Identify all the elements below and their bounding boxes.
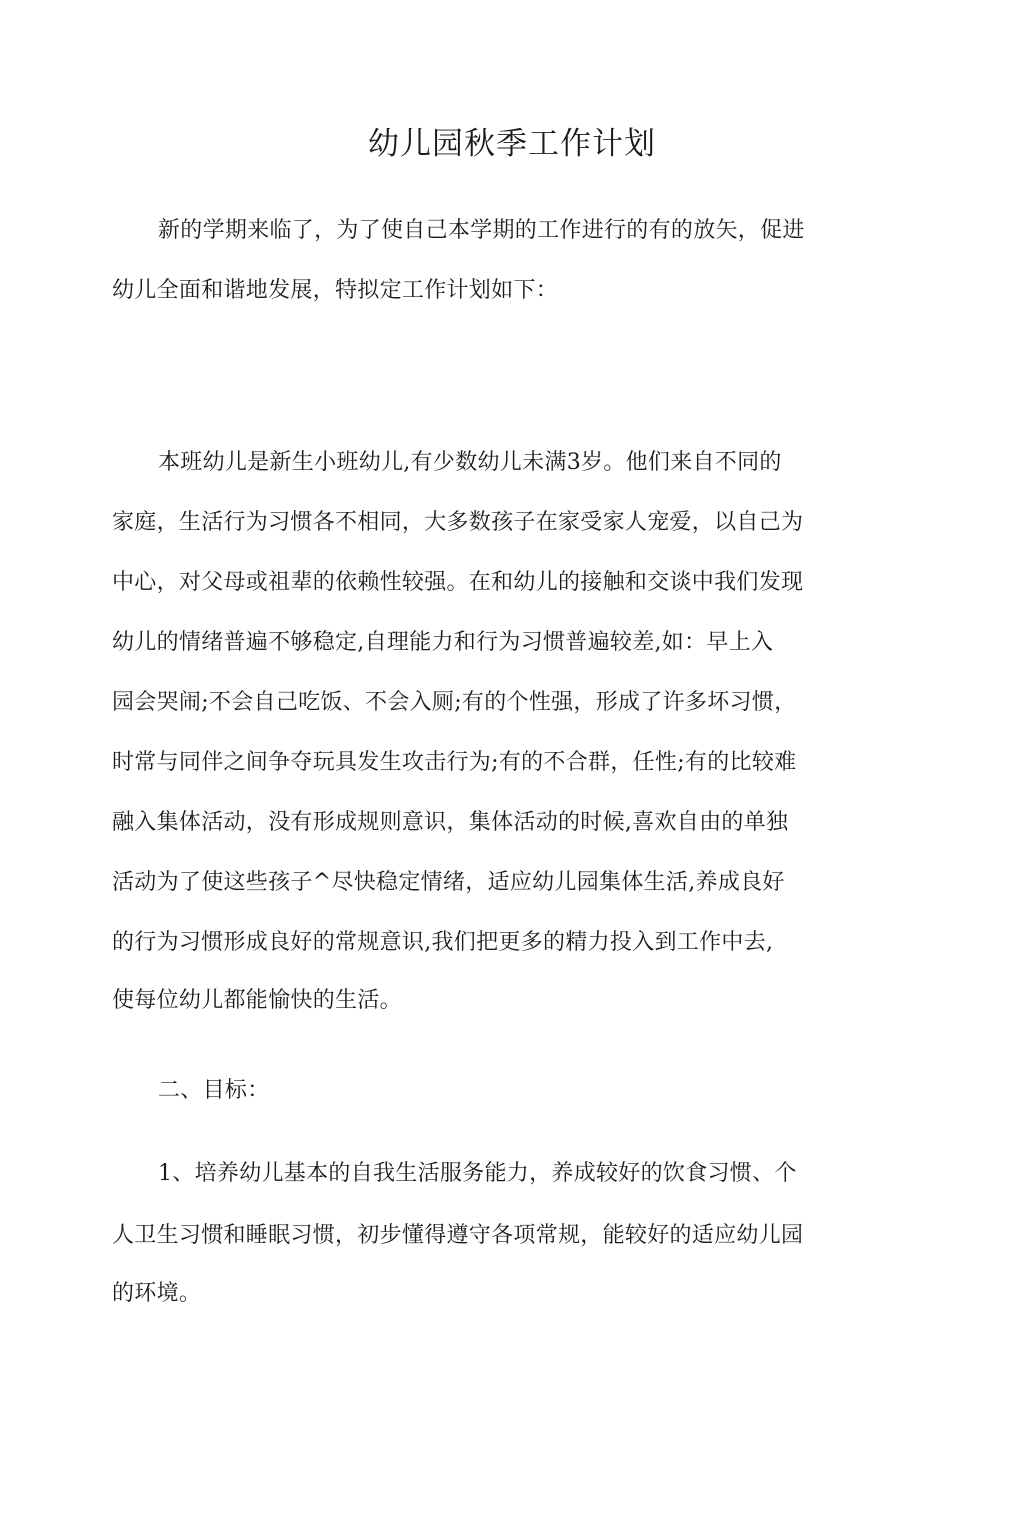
situation-line-5: 园会哭闹;不会自己吃饭、不会入厕;有的个性强，形成了许多坏习惯， [112,690,797,715]
situation-line-6: 时常与同伴之间争夺玩具发生攻击行为;有的不合群，任性;有的比较难 [112,750,797,775]
goals-heading: 二、目标： [158,1078,270,1103]
situation-line-2: 家庭，生活行为习惯各不相同，大多数孩子在家受家人宠爱，以自己为 [112,510,804,535]
situation-line-10: 使每位幼儿都能愉快的生活。 [112,988,402,1013]
goal-1-line-2: 人卫生习惯和睡眠习惯，初步懂得遵守各项常规，能较好的适应幼儿园 [112,1223,804,1248]
situation-line-7: 融入集体活动，没有形成规则意识，集体活动的时候,喜欢自由的单独 [112,810,789,835]
situation-line-1: 本班幼儿是新生小班幼儿,有少数幼儿未满3岁。他们来自不同的 [158,450,782,475]
situation-line-3: 中心，对父母或祖辈的依赖性较强。在和幼儿的接触和交谈中我们发现 [112,570,804,595]
intro-line-1: 新的学期来临了，为了使自己本学期的工作进行的有的放矢，促进 [158,218,805,243]
document-title: 幼儿园秋季工作计划 [368,126,656,162]
intro-line-2: 幼儿全面和谐地发展，特拟定工作计划如下： [112,278,559,303]
goal-1-line-3: 的环境。 [112,1281,202,1306]
situation-line-4: 幼儿的情绪普遍不够稳定,自理能力和行为习惯普遍较差,如：早上入 [112,630,774,655]
situation-line-8: 活动为了使这些孩子^尽快稳定情绪，适应幼儿园集体生活,养成良好 [112,870,785,895]
goal-1-line-1: 1、培养幼儿基本的自我生活服务能力，养成较好的饮食习惯、个 [158,1161,797,1186]
situation-line-9: 的行为习惯形成良好的常规意识,我们把更多的精力投入到工作中去, [112,930,774,955]
